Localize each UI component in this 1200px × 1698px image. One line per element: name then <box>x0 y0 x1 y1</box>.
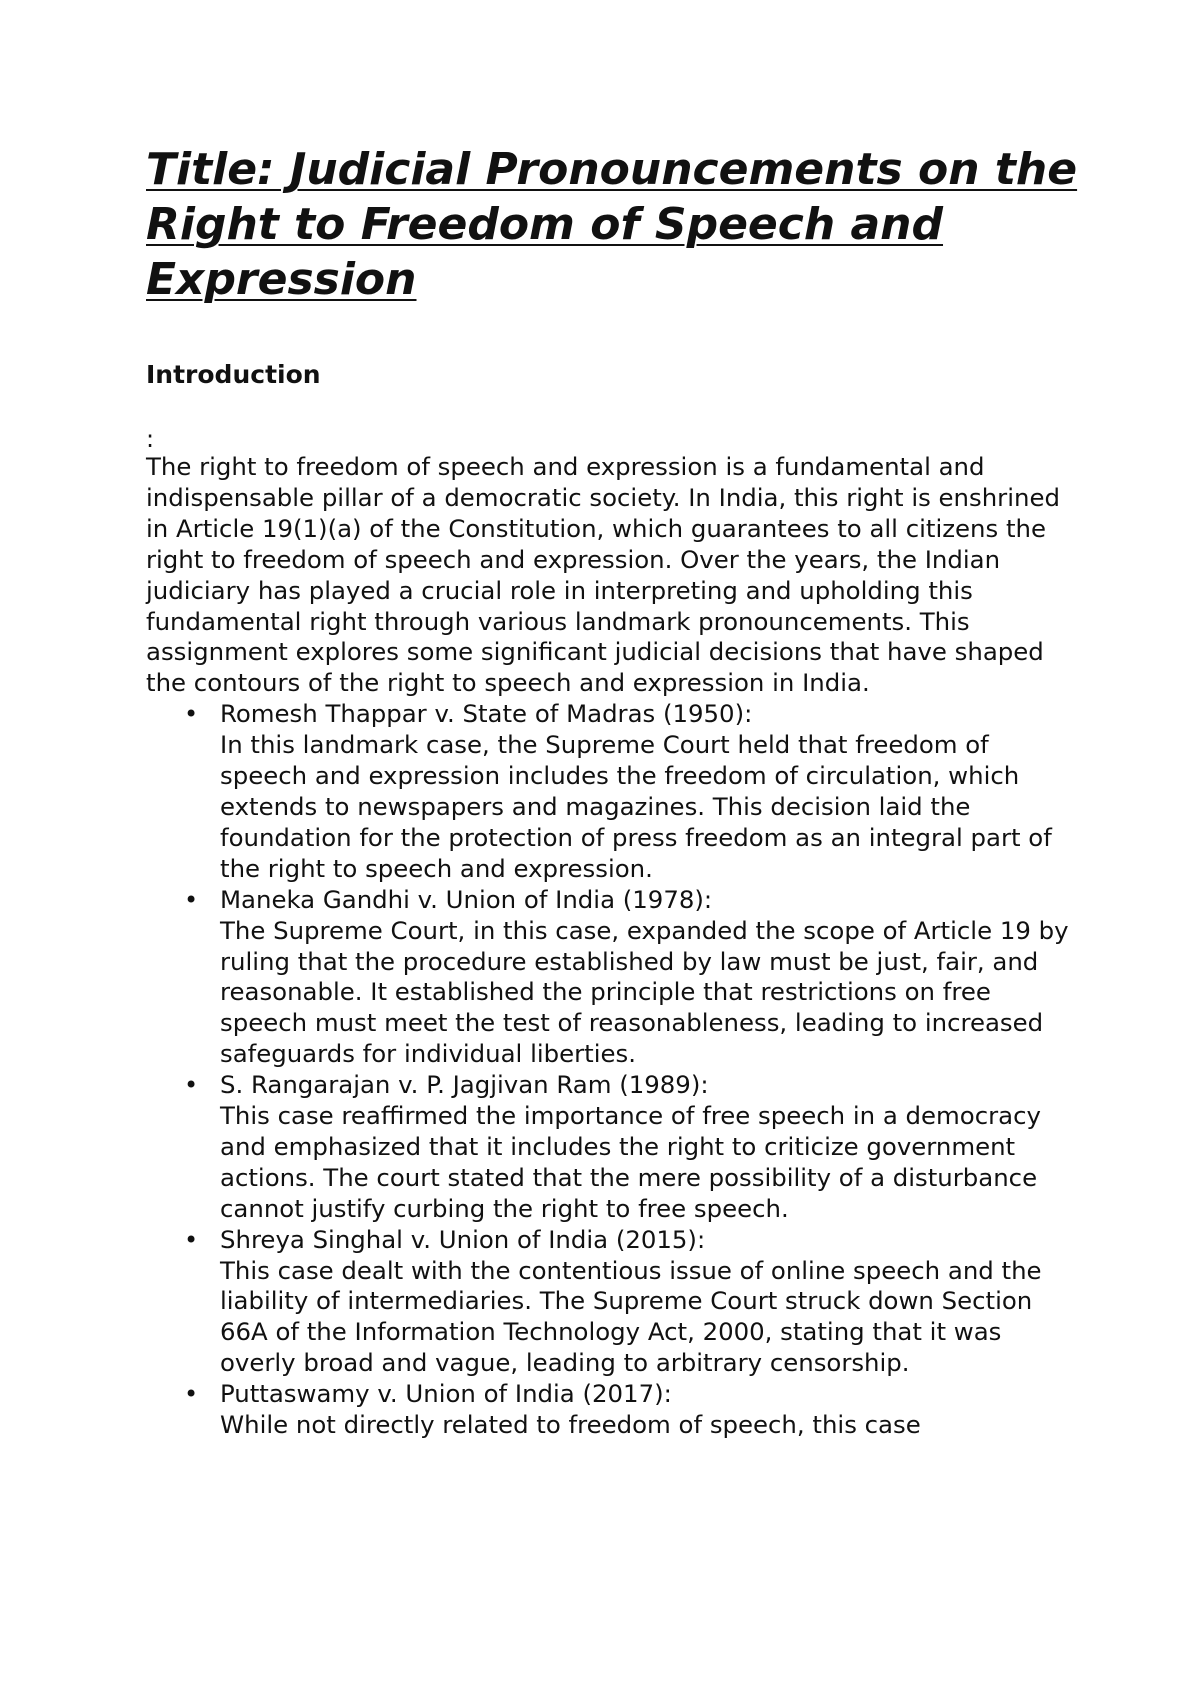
document-body <box>146 452 1076 1441</box>
bullet-icon: • <box>184 1380 199 1409</box>
list-item <box>146 699 1076 884</box>
list-item <box>146 1070 1076 1225</box>
list-item <box>146 885 1076 1070</box>
list-item <box>146 1225 1076 1380</box>
bullet-icon: • <box>184 1071 199 1100</box>
bullet-icon: • <box>184 885 199 914</box>
case-description: While not directly related to freedom of speech, this case <box>220 1410 921 1440</box>
case-name: Shreya Singhal v. Union of India (2015): <box>220 1224 706 1254</box>
document-title: Title: Judicial Pronouncements on the Right to Freedom of Speech and Expression <box>146 144 1078 305</box>
list-item <box>146 1379 1076 1441</box>
case-description: The Supreme Court, in this case, expanded the scope of Article 19 by ruling that the procedure established by law must be just, fair, and reasonable. It established the principle that restrictions on free speech must meet the test of reasonableness, leading to increased safeguards for individual liberties. <box>220 915 1069 1069</box>
case-name: Puttaswamy v. Union of India (2017): <box>220 1379 672 1409</box>
document-page <box>146 142 1086 1440</box>
bullet-icon: • <box>184 1225 199 1254</box>
bullet-icon: • <box>184 700 199 729</box>
introduction-heading: Introduction <box>146 360 321 389</box>
case-list <box>146 699 1076 1441</box>
case-name: S. Rangarajan v. P. Jagjivan Ram (1989): <box>220 1070 709 1100</box>
case-name: Romesh Thappar v. State of Madras (1950): <box>220 699 753 729</box>
introduction-colon: : <box>146 425 155 453</box>
introduction-paragraph: The right to freedom of speech and expression is a fundamental and indispensable pillar of a democratic society. In India, this right is enshrined in Article 19(1)(a) of the Constitution, which guarantees to all citizens the right to freedom of speech and expression. Over the years, the Indian judiciary has played a crucial role in interpreting and upholding this fundamental right through various landmark pronouncements. This assignment explores some significant judicial decisions that have shaped the contours of the right to speech and expression in India. <box>146 452 1060 698</box>
case-description: This case reaffirmed the importance of free speech in a democracy and emphasized that it includes the right to criticize government actions. The court stated that the mere possibility of a disturbance cannot justify curbing the right to free speech. <box>220 1101 1041 1223</box>
case-name: Maneka Gandhi v. Union of India (1978): <box>220 884 713 914</box>
case-description: This case dealt with the contentious issue of online speech and the liability of intermediaries. The Supreme Court struck down Section 66A of the Information Technology Act, 2000, stating that it was overly broad and vague, leading to arbitrary censorship. <box>220 1255 1042 1378</box>
case-description: In this landmark case, the Supreme Court held that freedom of speech and expression includes the freedom of circulation, which extends to newspapers and magazines. This decision laid the foundation for the protection of press freedom as an integral part of the right to speech and expression. <box>220 730 1052 883</box>
